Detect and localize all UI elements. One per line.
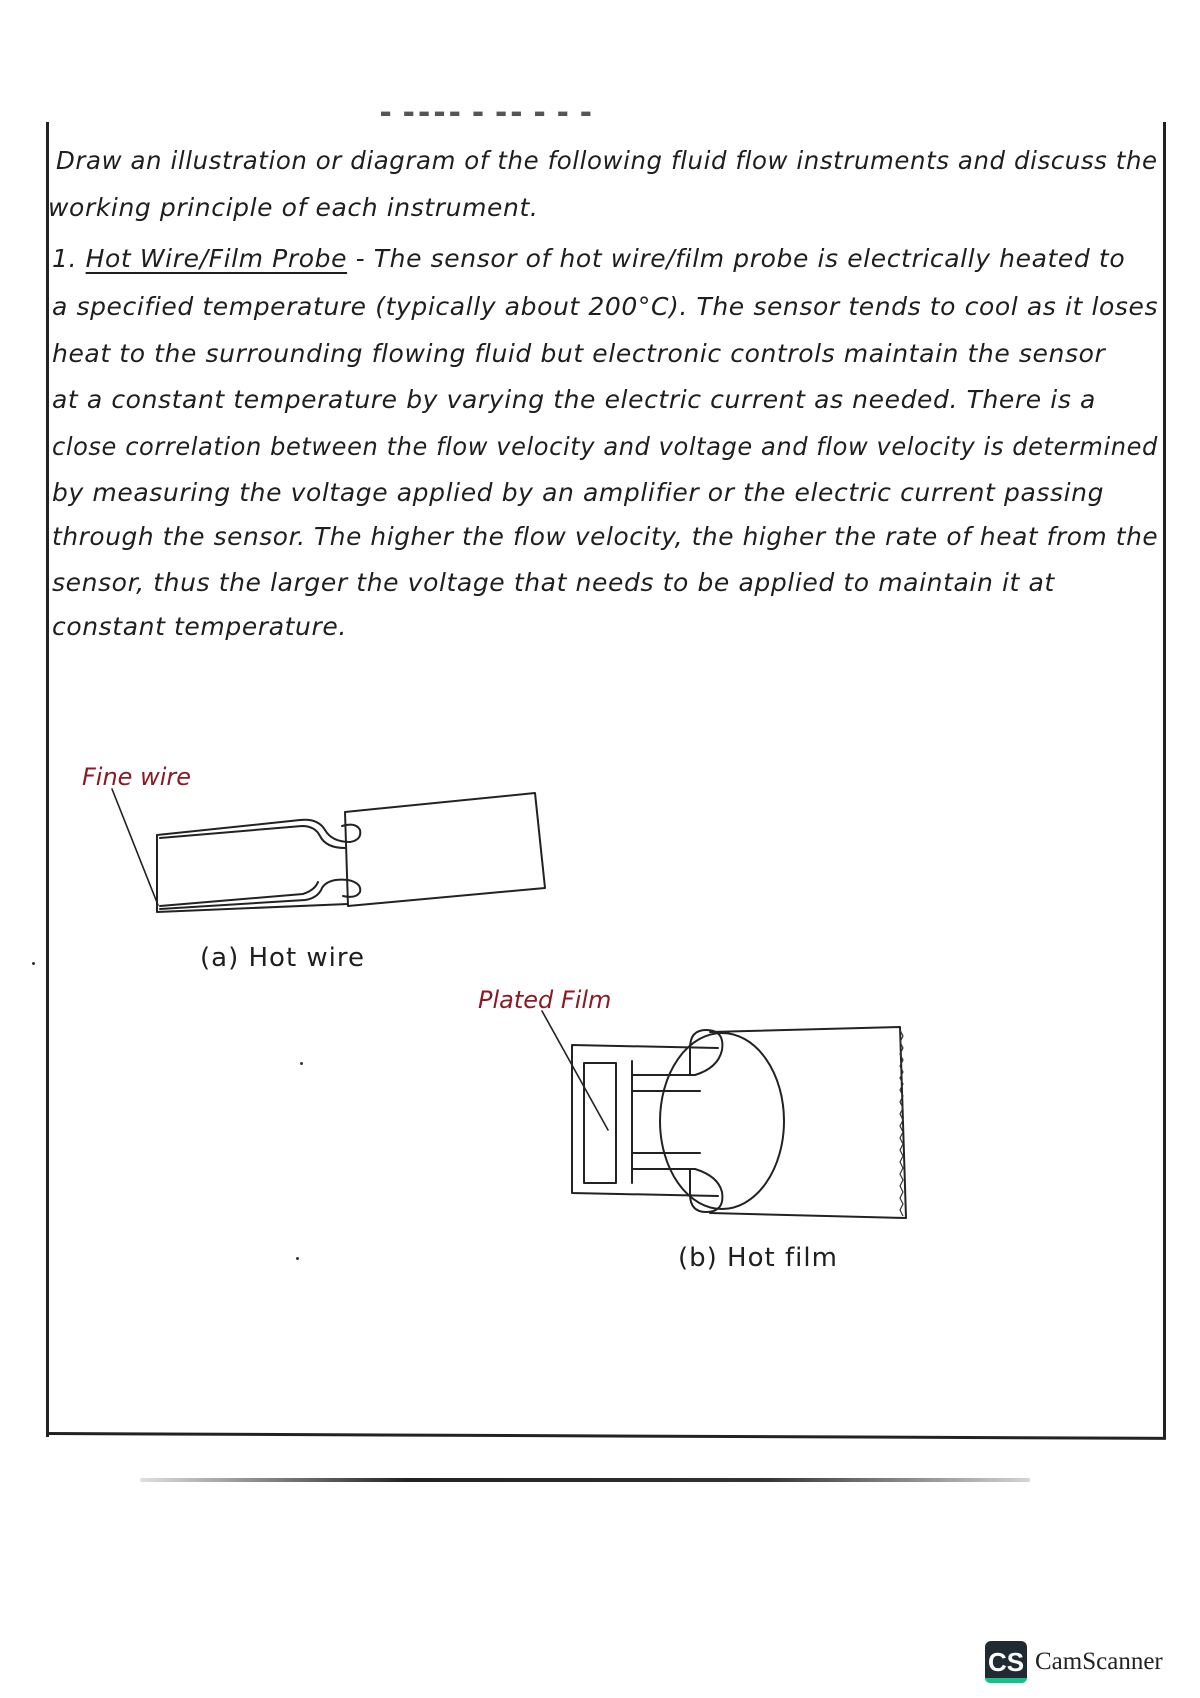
stray-mark (300, 1062, 303, 1065)
body-line-8: sensor, thus the larger the voltage that needs to be applied to maintain it at (52, 568, 1055, 597)
body-line-4: at a constant temperature by varying the electric current as needed. There is a (52, 385, 1096, 414)
camscanner-watermark (985, 1641, 1163, 1683)
camscanner-logo-icon: CS (985, 1641, 1027, 1683)
heading-dash: - (355, 244, 366, 273)
stray-mark (296, 1257, 299, 1260)
box-border-bottom (46, 1432, 1166, 1440)
hot-wire-caption: (a) Hot wire (200, 943, 366, 973)
body-line-9: constant temperature. (52, 612, 347, 641)
instructions-line-2: working principle of each instrument. (48, 193, 539, 222)
break-edge (900, 1030, 903, 1216)
hot-film-caption: (b) Hot film (678, 1243, 838, 1273)
body-line-2: a specified temperature (typically about 200°C). The sensor tends to cool as it loses (52, 292, 1159, 321)
cropped-header-text: ▬ ▬▬▬▬ ▬ ▬▬ ▬ ▬ ▬ (380, 108, 596, 118)
fine-wire-label: Fine wire (82, 763, 192, 791)
body-line-1: The sensor of hot wire/film probe is electrically heated to (373, 244, 1126, 273)
plated-film-label: Plated Film (478, 986, 612, 1014)
instructions-line-1: Draw an illustration or diagram of the following fluid flow instruments and discuss the (56, 146, 1158, 175)
body-line-3: heat to the surrounding flowing fluid but electronic controls maintain the sensor (52, 339, 1106, 368)
hot-film-diagram (542, 1011, 906, 1218)
body-line-5: close correlation between the flow velocity and voltage and flow velocity is determined (52, 432, 1158, 461)
camscanner-name: CamScanner (1035, 1648, 1163, 1675)
box-border-left (46, 122, 49, 1437)
section-number: 1. (52, 244, 78, 273)
page-divider-line (140, 1478, 1030, 1482)
body-line-7: through the sensor. The higher the flow velocity, the higher the rate of heat from the (52, 522, 1159, 551)
body-line-6: by measuring the voltage applied by an amplifier or the electric current passing (52, 478, 1105, 507)
box-border-right (1163, 122, 1166, 1437)
section-1-first-line (52, 244, 1125, 274)
hot-wire-diagram (112, 789, 545, 912)
stray-mark (32, 962, 35, 965)
section-heading: Hot Wire/Film Probe (85, 244, 348, 273)
